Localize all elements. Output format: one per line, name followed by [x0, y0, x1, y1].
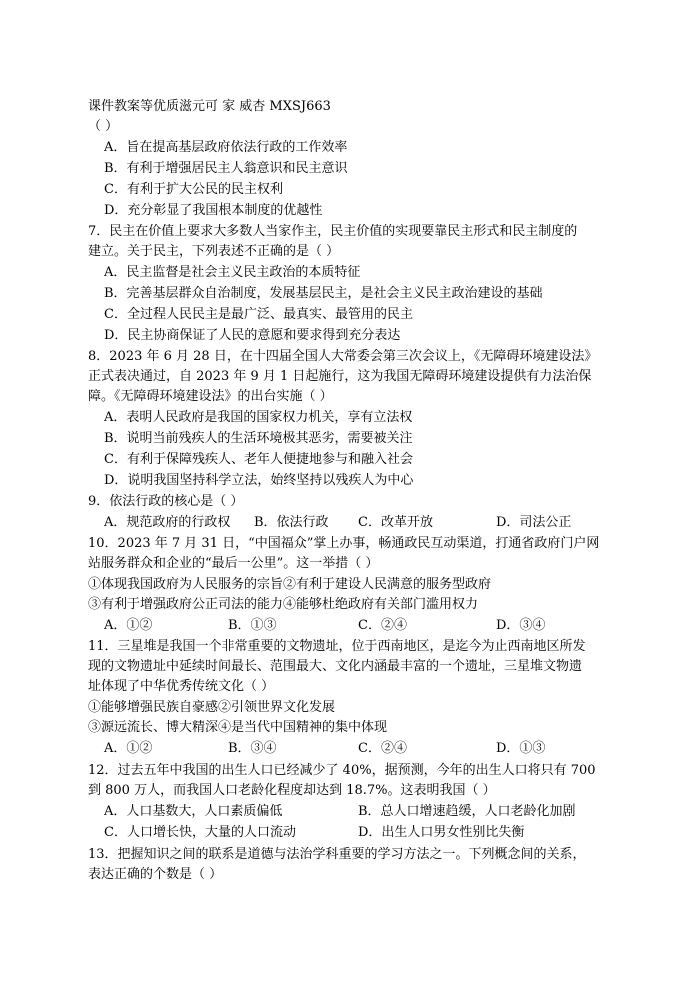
- q11-option-b: B．③④: [228, 741, 277, 756]
- q10-option-c: C．②④: [358, 618, 407, 633]
- q7-stem-line-1: 7．民主在价值上要求大多数人当家作主，民主价值的实现要靠民主形式和民主制度的: [88, 224, 578, 239]
- q11-statements-line-1: ①能够增强民族自豪感②引领世界文化发展: [88, 700, 336, 715]
- q13-stem-line-2: 表达正确的个数是（ ）: [88, 867, 223, 882]
- q13-stem-line-1: 13．把握知识之间的联系是道德与法治学科重要的学习方法之一。下列概念间的关系，: [88, 847, 586, 862]
- q8-option-b: B．说明当前残疾人的生活环境极其恶劣，需要被关注: [104, 431, 413, 446]
- q10-option-b: B．①③: [228, 618, 277, 633]
- q9-option-d: D．司法公正: [496, 515, 572, 530]
- q8-stem-line-2: 正式表决通过，自 2023 年 9 月 1 日起施行，这为我国无障碍环境建设提供有力法治保: [88, 369, 592, 384]
- q7-option-b: B．完善基层群众自治制度，发展基层民主，是社会主义民主政治建设的基础: [104, 286, 543, 301]
- q8-option-d: D．说明我国坚持科学立法，始终坚持以残疾人为中心: [104, 473, 414, 488]
- q9-option-b: B．依法行政: [254, 515, 329, 530]
- q12-option-d: D．出生人口男女性别比失衡: [358, 825, 525, 840]
- q12-option-a: A．人口基数大，人口素质偏低: [104, 804, 283, 819]
- q11-stem-line-2: 现的文物遗址中延续时间最长、范围最大、文化内涵最丰富的一个遗址，三星堆文物遗: [88, 659, 583, 674]
- q8-stem-line-3: 障。《无障碍环境建设法》的出台实施（ ）: [88, 389, 333, 404]
- q8-stem-line-1: 8．2023 年 6 月 28 日，在十四届全国人大常委会第三次会议上，《无障碍环境建设法》: [88, 349, 598, 364]
- q7-stem-line-2: 建立。关于民主，下列表述不正确的是（ ）: [88, 244, 340, 259]
- q10-statements-line-1: ①体现我国政府为人民服务的宗旨②有利于建设人民满意的服务型政府: [88, 577, 492, 592]
- q8-option-a: A．表明人民政府是我国的国家权力机关，享有立法权: [104, 410, 413, 425]
- q9-options: [104, 514, 604, 531]
- q11-option-d: D．①③: [496, 741, 546, 756]
- q7-option-a: A．民主监督是社会主义民主政治的本质特征: [104, 265, 361, 280]
- q8-option-c: C．有利于保障残疾人、老年人便捷地参与和融入社会: [104, 452, 413, 467]
- q7-option-c: C．全过程人民民主是最广泛、最真实、最管用的民主: [104, 307, 413, 322]
- q12-option-b: B．总人口增速趋缓，人口老龄化加剧: [358, 804, 576, 819]
- q12-options-row-2: [104, 824, 604, 841]
- q9-option-c: C．改革开放: [358, 515, 433, 530]
- q11-stem-line-1: 11．三星堆是我国一个非常重要的文物遗址，位于西南地区，是迄今为止西南地区所发: [88, 639, 586, 654]
- q6-option-c: C．有利于扩大公民的民主权利: [104, 182, 283, 197]
- q10-options: [104, 617, 604, 634]
- q12-stem-line-2: 到 800 万人，而我国人口老龄化程度却达到 18.7%。这表明我国（ ）: [88, 783, 496, 798]
- q11-options: [104, 740, 604, 757]
- q6-option-b: B．有利于增强居民主人翁意识和民主意识: [104, 161, 348, 176]
- q6-answer-blank: （ ）: [88, 119, 119, 134]
- page-header: 课件教案等优质滋元可 家 威杏 MXSJ663: [88, 99, 331, 114]
- q10-stem-line-2: 站服务群众和企业的“最后一公里”。这一举措（ ）: [88, 556, 379, 571]
- q10-option-d: D．③④: [496, 618, 546, 633]
- q12-stem-line-1: 12．过去五年中我国的出生人口已经减少了 40%，据预测，今年的出生人口将只有 700: [88, 763, 596, 778]
- q10-stem-line-1: 10．2023 年 7 月 31 日，“中国福众”掌上办事，畅通政民互动渠道，打通省政府门户网: [88, 536, 600, 551]
- q11-option-a: A．①②: [104, 741, 153, 756]
- q7-option-d: D．民主协商保证了人民的意愿和要求得到充分表达: [104, 328, 401, 343]
- q10-option-a: A．①②: [104, 618, 153, 633]
- q6-option-d: D．充分彰显了我国根本制度的优越性: [104, 203, 323, 218]
- q6-option-a: A．旨在提高基层政府依法行政的工作效率: [104, 140, 348, 155]
- q9-option-a: A．规范政府的行政权: [104, 515, 231, 530]
- q11-statements-line-2: ③源远流长、博大精深④是当代中国精神的集中体现: [88, 720, 388, 735]
- q10-statements-line-2: ③有利于增强政府公正司法的能力④能够杜绝政府有关部门滥用权力: [88, 597, 479, 612]
- q9-stem: 9．依法行政的核心是（ ）: [88, 494, 244, 509]
- q12-option-c: C．人口增长快，大量的人口流动: [104, 825, 296, 840]
- q12-options-row-1: [104, 803, 604, 820]
- q11-option-c: C．②④: [358, 741, 407, 756]
- q11-stem-line-3: 址体现了中华优秀传统文化（ ）: [88, 679, 275, 694]
